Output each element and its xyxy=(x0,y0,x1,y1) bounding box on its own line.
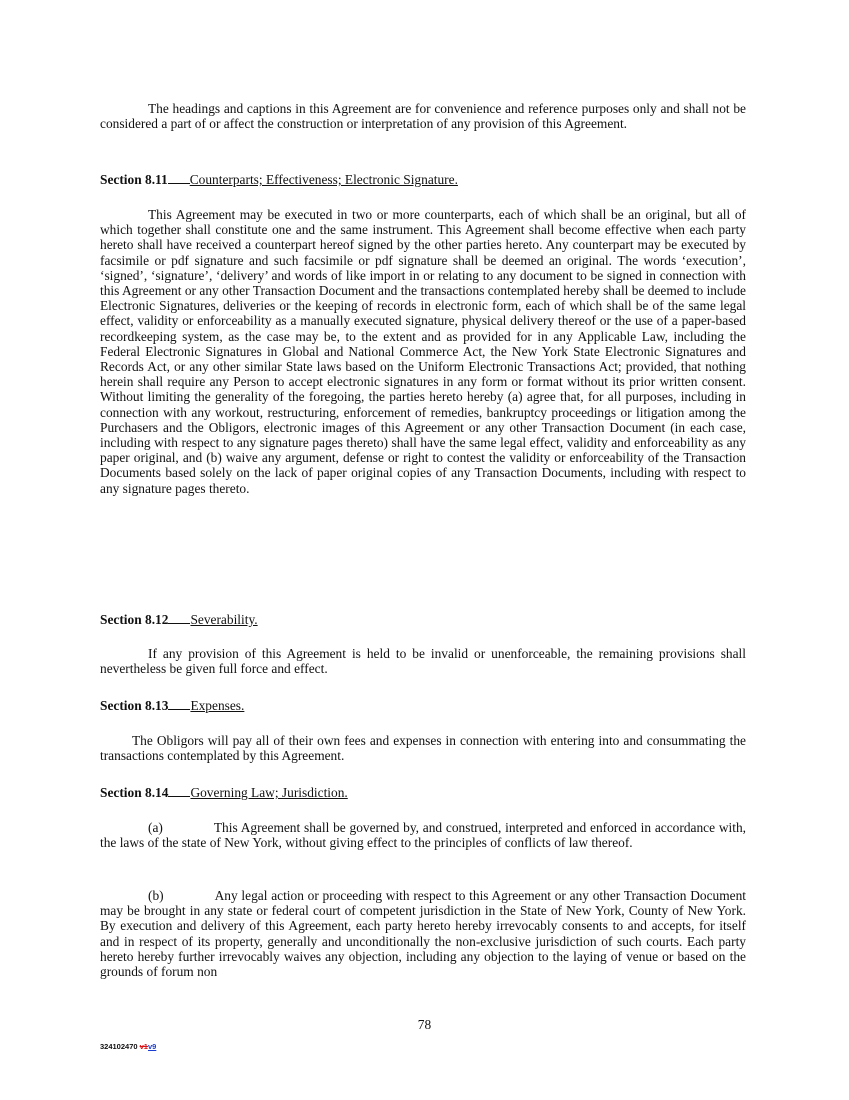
heading-underline-gap xyxy=(168,699,190,710)
governing-law-b-text: Any legal action or proceeding with respect to this Agreement or any other Transaction Document may be brought in any state or federal court of competent jurisdiction in the State of New York, County of New York. By execution and delivery of this Agreement, each party hereto hereby irrevocably consents to and accepts, for itself and in respect of its property, generally and unconditionally the non-exclusive jurisdiction of such courts. Each party hereto hereby further irrevocably waives any objection, including any objection to the laying of venue or based on the grounds of forum non xyxy=(100,888,746,980)
inserted-version: v9 xyxy=(147,1042,157,1051)
governing-law-a-text: This Agreement shall be governed by, and construed, interpreted and enforced in accordance with, the laws of the state of New York, without giving effect to the principles of conflicts of law thereof. xyxy=(100,820,746,851)
clause-label-a: (a) xyxy=(148,820,163,835)
heading-underline-gap xyxy=(168,173,190,184)
heading-underline-gap xyxy=(168,786,190,797)
governing-law-b-paragraph xyxy=(100,888,746,979)
page-number: 78 xyxy=(417,1017,432,1032)
severability-paragraph-text: If any provision of this Agreement is held to be invalid or unenforceable, the remaining provisions shall nevertheless be given full force and effect. xyxy=(100,646,746,677)
severability-paragraph xyxy=(100,646,746,676)
section-title: Counterparts; Effectiveness; Electronic Signature. xyxy=(189,172,458,187)
section-number: Section 8.14 xyxy=(100,785,169,800)
section-number: Section 8.13 xyxy=(100,698,169,713)
section-title: Governing Law; Jurisdiction. xyxy=(190,785,348,800)
section-title: Expenses. xyxy=(190,698,245,713)
section-8-13-heading xyxy=(100,698,746,713)
section-title: Severability. xyxy=(190,612,258,627)
clause-label-b: (b) xyxy=(148,888,164,903)
document-number: 324102470 xyxy=(100,1042,140,1051)
headings-paragraph-text: The headings and captions in this Agreement are for convenience and reference purposes only and shall not be considered a part of or affect the construction or interpretation of any provision of this Agreement. xyxy=(100,101,746,132)
section-8-12-heading xyxy=(100,612,746,627)
section-number: Section 8.12 xyxy=(100,612,169,627)
expenses-paragraph xyxy=(100,733,746,763)
expenses-paragraph-text: The Obligors will pay all of their own fees and expenses in connection with entering into and consummating the transactions contemplated by this Agreement. xyxy=(100,733,746,764)
section-8-11-heading xyxy=(100,172,746,187)
deleted-version: v1 xyxy=(139,1042,148,1051)
heading-underline-gap xyxy=(168,613,190,624)
section-number: Section 8.11 xyxy=(100,172,168,187)
document-id-footer xyxy=(100,1042,156,1051)
section-8-14-heading xyxy=(100,785,746,800)
counterparts-paragraph xyxy=(100,207,746,496)
governing-law-a-paragraph xyxy=(100,820,746,850)
headings-paragraph xyxy=(100,101,746,131)
counterparts-paragraph-text: This Agreement may be executed in two or more counterparts, each of which shall be an original, but all of which together shall constitute one and the same instrument. This Agreement shall become effective when each party hereto shall have received a counterpart hereof signed by the other parties hereto. Any counterpart may be executed by facsimile or pdf signature and such facsimile or pdf signature shall be deemed an original. The words ‘execution’, ‘signed’, ‘signature’, ‘delivery’ and words of like import in or relating to any document to be signed in connection with this Agreement or any other Transaction Document and the transactions contemplated hereby shall be deemed to include Electronic Signatures, deliveries or the keeping of records in electronic form, each of which shall be of the same legal effect, validity or enforceability as a manually executed signature, physical delivery thereof or the use of a paper-based recordkeeping system, as the case may be, to the extent and as provided for in any Applicable Law, including the Federal Electronic Signatures in Global and National Commerce Act, the New York State Electronic Signatures and Records Act, or any other similar State laws based on the Uniform Electronic Transactions Act; provided, that nothing herein shall require any Person to accept electronic signatures in any form or format without its prior written consent. Without limiting the generality of the foregoing, the parties hereto hereby (a) agree that, for all purposes, including in connection with any workout, restructuring, enforcement of remedies, bankruptcy proceedings or litigation among the Purchasers and the Obligors, electronic images of this Agreement or any other Transaction Document (in each case, including with respect to any signature pages thereto) shall have the same legal effect, validity and enforceability as any paper original, and (b) waive any argument, defense or right to contest the validity or enforceability of the Transaction Documents based solely on the lack of paper original copies of any Transaction Documents, including with respect to any signature pages thereto. xyxy=(100,207,746,496)
